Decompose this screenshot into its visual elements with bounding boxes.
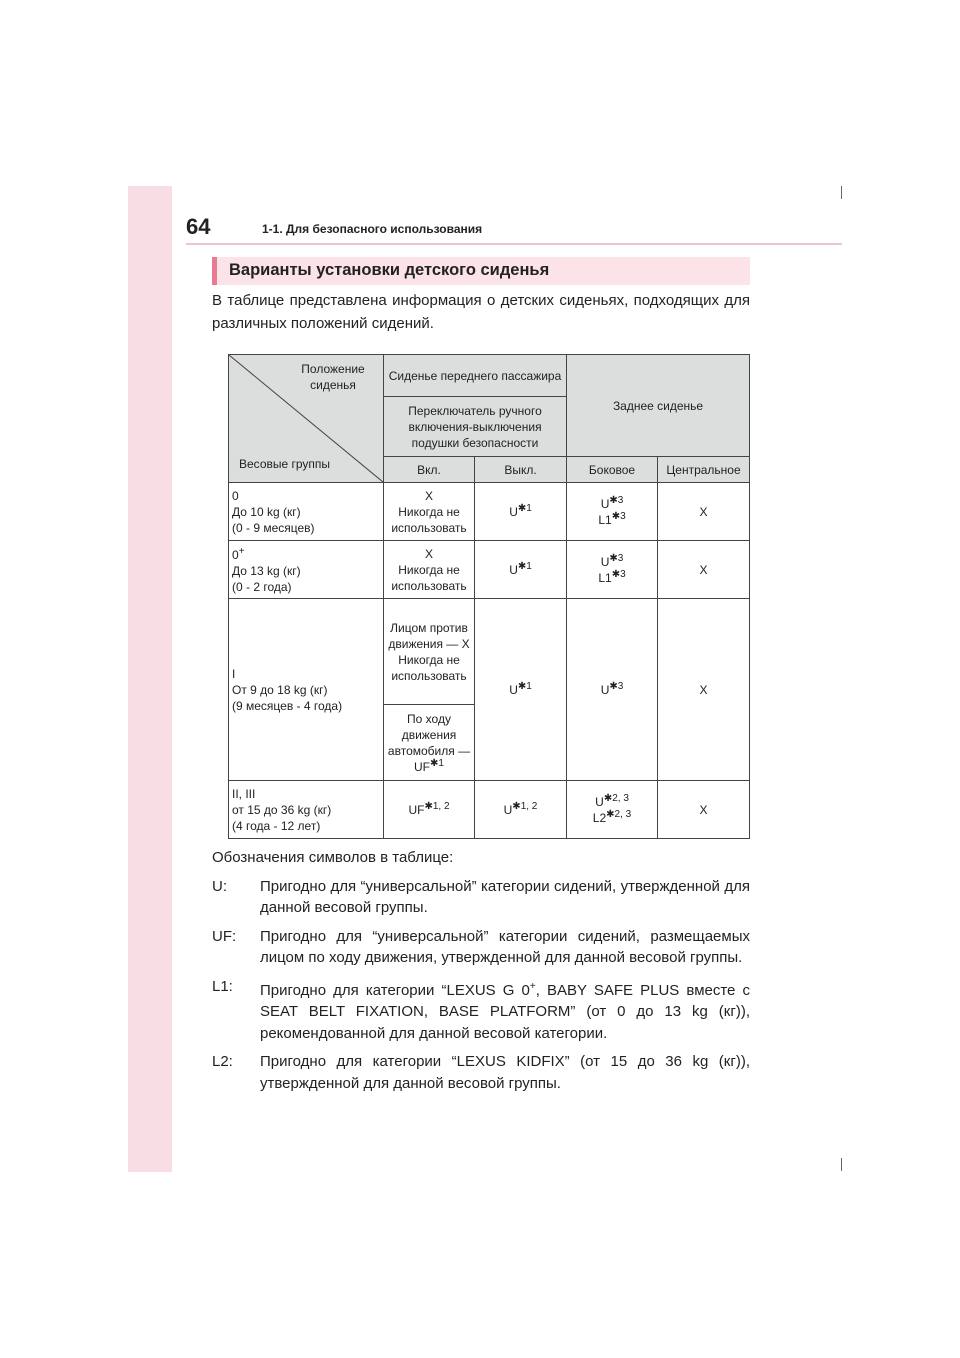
- footnote-ref: 1: [526, 680, 532, 692]
- legend-key: L2:: [212, 1053, 233, 1070]
- group-name: 0: [232, 548, 239, 562]
- airbag-off-cell: [475, 781, 567, 839]
- col-side-header: Боковое: [567, 457, 658, 483]
- cell-value: U: [503, 802, 513, 817]
- footnote-ref: 1: [526, 502, 532, 514]
- legend-item-l2: [212, 1051, 750, 1094]
- footnote-asterisk: ✱1: [430, 757, 444, 769]
- group-age: (4 года - 12 лет): [232, 818, 321, 833]
- subsection-heading-text: Варианты установки детского сиденья: [229, 261, 550, 279]
- footnote-asterisk: ✱3: [609, 552, 624, 564]
- seat-position-label: Положение сиденья: [301, 362, 365, 392]
- legend: [212, 847, 750, 1101]
- footnote-asterisk: ✱3: [611, 510, 626, 522]
- footnote-asterisk: ✱1: [517, 680, 532, 692]
- legend-superscript: +: [529, 980, 536, 992]
- weight-group-cell: [229, 541, 384, 599]
- cell-value: X: [424, 488, 433, 503]
- side-tab-bar: [128, 186, 172, 1172]
- front-seat-header: Сиденье переднего пассажира: [384, 355, 567, 397]
- airbag-off-cell: [475, 483, 567, 541]
- cell-value: U: [600, 496, 610, 511]
- legend-text: Пригодно для “универсальной” категории сидений, утвержденной для данной весовой группы.: [260, 877, 750, 916]
- group-weight: от 15 до 36 kg (кг): [232, 802, 332, 817]
- crop-mark-top: [841, 186, 842, 199]
- footnote-asterisk: ✱3: [609, 680, 624, 692]
- cell-value: U: [600, 682, 610, 697]
- col-on-header: Вкл.: [384, 457, 475, 483]
- airbag-on-cell: [384, 483, 475, 541]
- col-center-header: Центральное: [658, 457, 750, 483]
- footnote-asterisk: ✱1: [517, 502, 532, 514]
- group-name: 0: [232, 488, 239, 503]
- child-seat-table: [228, 354, 750, 839]
- crop-mark-bottom: [841, 1158, 842, 1171]
- group-superscript: +: [238, 546, 245, 557]
- cell-value: UF: [408, 802, 425, 817]
- cell-note: Никогда не использовать: [391, 504, 467, 535]
- legend-text: , BABY SAFE PLUS вместе с SEAT BELT FIXATION, BASE PLATFORM” (от 0 до 13 kg (кг)), рекомендованной для данной весовой категории.: [260, 981, 750, 1042]
- footnote-ref: 1, 2: [520, 800, 538, 812]
- cell-value: L1: [598, 570, 612, 585]
- group-age: (9 месяцев - 4 года): [232, 698, 343, 713]
- legend-text: Пригодно для категории “LEXUS G 0: [260, 981, 530, 999]
- legend-title: Обозначения символов в таблице:: [212, 849, 454, 866]
- header-divider: [186, 243, 842, 245]
- cell-note: Никогда не использовать: [391, 562, 467, 593]
- footnote-ref: 1: [438, 757, 444, 769]
- rear-center-cell: X: [658, 541, 750, 599]
- page-number: 64: [186, 214, 211, 239]
- group-age: (0 - 2 года): [232, 580, 292, 594]
- cell-value: U: [595, 794, 604, 809]
- footnote-ref: 3: [617, 494, 624, 506]
- footnote-ref: 3: [620, 510, 626, 522]
- footnote-ref: 1, 2: [432, 800, 450, 812]
- weight-group-cell: [229, 599, 384, 781]
- cell-value: X: [424, 546, 433, 561]
- footnote-asterisk: ✱2, 3: [606, 808, 632, 820]
- airbag-on-forward-facing-cell: [384, 705, 475, 781]
- cell-value: U: [509, 682, 518, 697]
- footnote-ref: 2, 3: [614, 808, 632, 820]
- airbag-on-rear-facing-cell: Лицом против движения — X Никогда не использовать: [384, 599, 475, 705]
- weight-group-cell: [229, 781, 384, 839]
- rear-side-cell: [567, 541, 658, 599]
- cell-value: L2: [592, 810, 607, 825]
- group-name: II, III: [232, 786, 256, 801]
- table-corner-cell: [229, 355, 384, 483]
- footnote-ref: 2, 3: [612, 792, 629, 804]
- airbag-off-cell: [475, 599, 567, 781]
- rear-center-cell: X: [658, 599, 750, 781]
- legend-item-u: [212, 876, 750, 919]
- rear-center-cell: X: [658, 483, 750, 541]
- cell-value: L1: [598, 512, 612, 527]
- table-row: [229, 541, 750, 599]
- footnote-asterisk: ✱1, 2: [424, 800, 450, 812]
- col-off-header: Выкл.: [475, 457, 567, 483]
- legend-text: Пригодно для “универсальной” категории сидений, размещаемых лицом по ходу движения, утвержденной для данной весовой группы.: [260, 927, 750, 966]
- legend-key: L1:: [212, 977, 233, 995]
- footnote-asterisk: ✱1, 2: [512, 800, 538, 812]
- cell-value: По ходу движения автомобиля — UF: [387, 711, 471, 774]
- rear-seat-header: Заднее сиденье: [567, 355, 750, 457]
- rear-center-cell: X: [658, 781, 750, 839]
- table-row: [229, 781, 750, 839]
- footnote-ref: 3: [617, 552, 624, 564]
- footnote-asterisk: ✱3: [609, 494, 624, 506]
- legend-item-uf: [212, 926, 750, 969]
- footnote-asterisk: ✱2, 3: [603, 792, 629, 804]
- airbag-on-cell: [384, 781, 475, 839]
- legend-item-l1: [212, 976, 750, 1045]
- group-weight: До 10 kg (кг): [232, 504, 301, 519]
- rear-side-cell: [567, 483, 658, 541]
- group-weight: До 13 kg (кг): [232, 564, 301, 578]
- airbag-off-cell: [475, 541, 567, 599]
- airbag-on-cell: [384, 541, 475, 599]
- table-row: [229, 483, 750, 541]
- footnote-asterisk: ✱1: [517, 560, 532, 572]
- rear-side-cell: [567, 781, 658, 839]
- footnote-ref: 3: [617, 680, 624, 692]
- group-weight: От 9 до 18 kg (кг): [232, 682, 328, 697]
- legend-key: UF:: [212, 927, 237, 945]
- weight-groups-label: Весовые группы: [239, 457, 331, 471]
- footnote-ref: 1: [526, 560, 532, 572]
- footnote-ref: 3: [620, 568, 626, 580]
- group-name: I: [232, 666, 236, 681]
- table-row: [229, 599, 750, 705]
- weight-group-cell: [229, 483, 384, 541]
- subsection-heading: [212, 257, 750, 285]
- section-title: 1-1. Для безопасного использования: [262, 222, 483, 236]
- legend-key: U:: [212, 877, 227, 895]
- intro-paragraph: В таблице представлена информация о детских сиденьях, подходящих для различных положений сидений.: [212, 292, 750, 332]
- legend-text: Пригодно для категории “LEXUS KIDFIX” (от 15 до 36 kg (кг)), утвержденной для данной весовой группы.: [260, 1053, 750, 1092]
- cell-value: U: [600, 554, 610, 569]
- rear-side-cell: [567, 599, 658, 781]
- footnote-asterisk: ✱3: [611, 568, 626, 580]
- cell-value: U: [509, 504, 518, 519]
- airbag-switch-header: Переключатель ручного включения-выключения подушки безопасности: [384, 397, 567, 457]
- cell-value: U: [509, 562, 518, 577]
- group-age: (0 - 9 месяцев): [232, 520, 315, 535]
